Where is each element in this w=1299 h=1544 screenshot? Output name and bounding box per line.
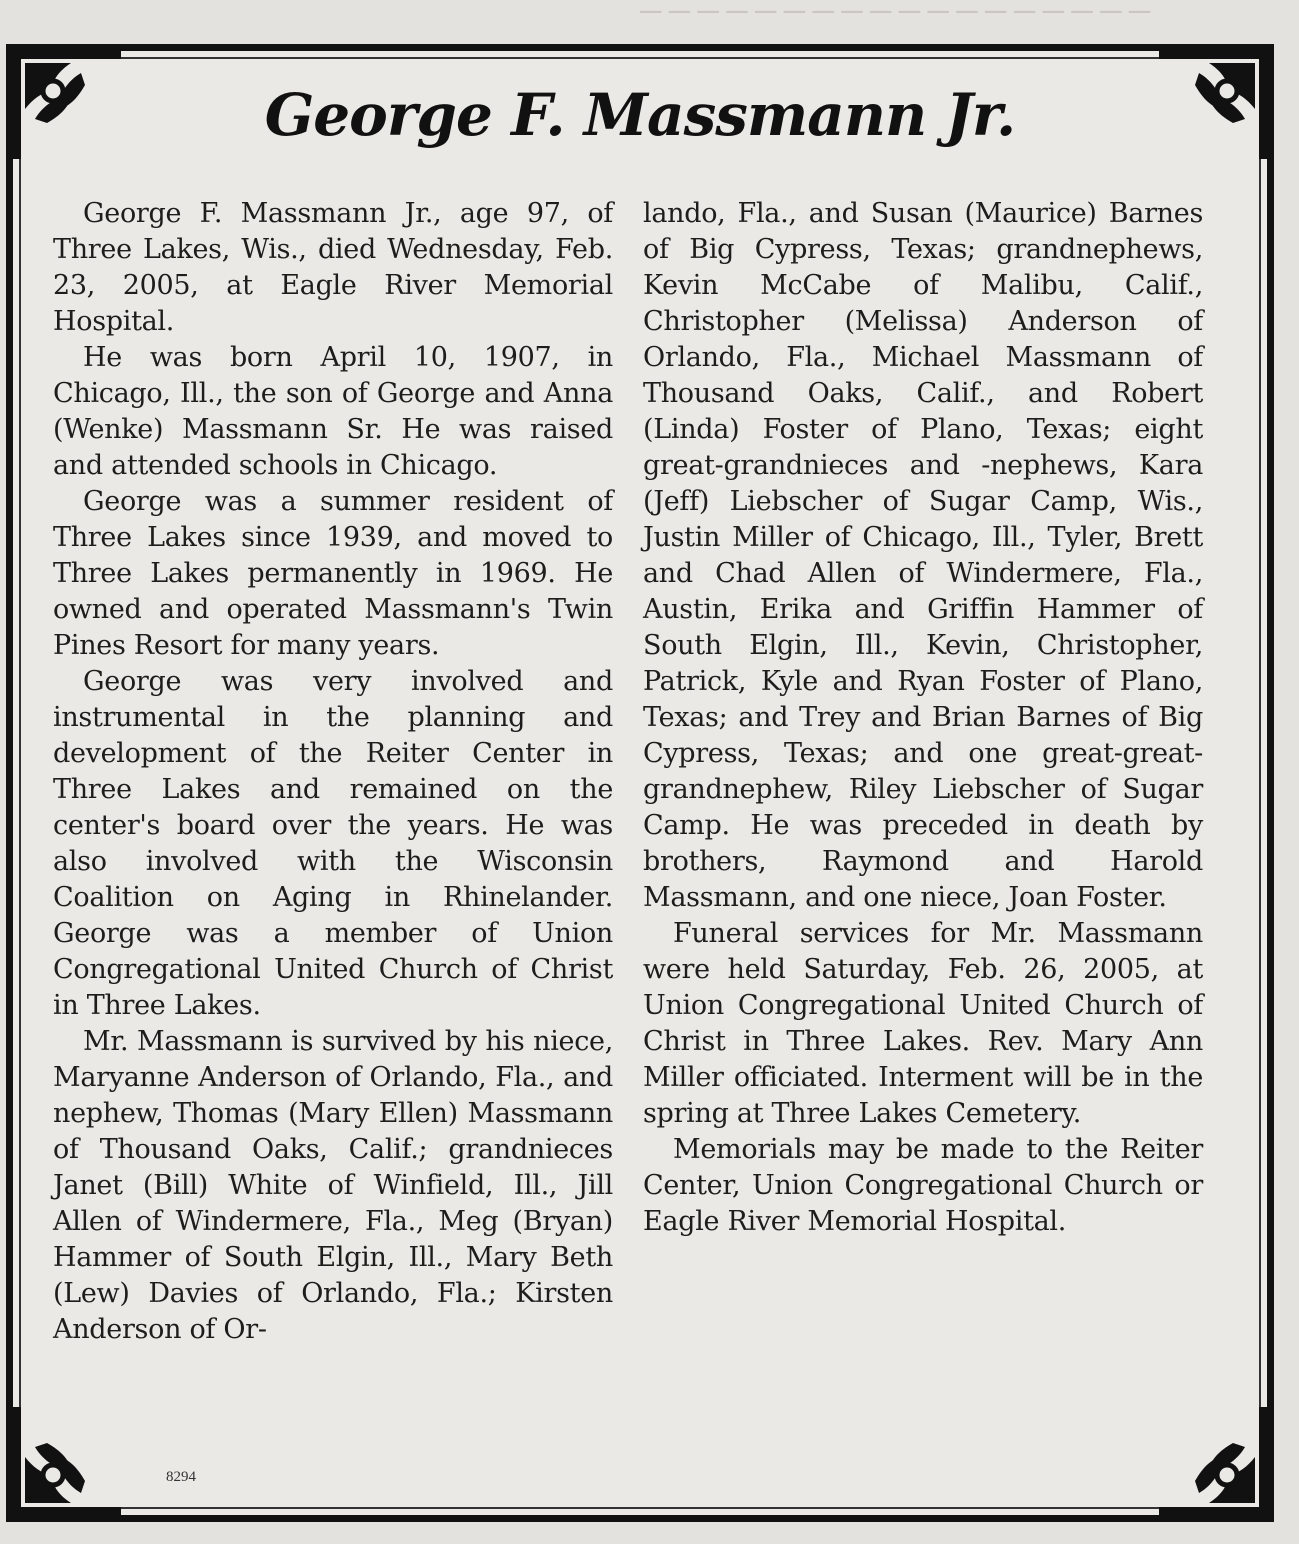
paragraph-survivors: Mr. Massmann is survived by his niece, Maryanne Anderson of Orlando, Fla., and nephew, Thomas (Mary Ellen) Massmann of Thousand Oaks, Calif.; grandnieces Janet (Bill) White of Winfield, Ill., Jill Allen of Windermere, Fla., Meg (Bryan) Hammer of South Elgin, Ill., Mary Beth (Lew) Davies of Orlando, Fla.; Kirsten Anderson of Or- [53,1026,613,1345]
left-column [53,196,613,1348]
bleed-through-text: ─ ─ ─ ─ ─ ─ ─ ─ ─ ─ ─ ─ ─ ─ ─ ─ ─ ─ [640,0,1151,28]
right-column [643,196,1203,1240]
obituary-frame [6,44,1274,1522]
obituary-title: George F. Massmann Jr. [264,81,1016,149]
paragraph-birth: He was born April 10, 1907, in Chicago, Ill., the son of George and Anna (Wenke) Massmann Sr. He was raised and attended schools in Chicago. [53,342,613,481]
paragraph-involvement: George was very involved and instrumental in the planning and development of the Reiter Center in Three Lakes and remained on the center's board over the years. He was also involved with the Wisconsin Coalition on Aging in Rhinelander. George was a member of Union Congregational United Church of Christ in Three Lakes. [53,666,613,1021]
ad-code: 8294 [166,1469,196,1485]
paragraph-death-notice: George F. Massmann Jr., age 97, of Three Lakes, Wis., died Wednesday, Feb. 23, 2005, at Eagle River Memorial Hospital. [53,198,613,337]
paragraph-residence: George was a summer resident of Three Lakes since 1939, and moved to Three Lakes permanently in 1969. He owned and operated Massmann's Twin Pines Resort for many years. [53,486,613,661]
paragraph-memorials: Memorials may be made to the Reiter Center, Union Congregational Church or Eagle River Memorial Hospital. [643,1134,1203,1237]
paragraph-funeral: Funeral services for Mr. Massmann were held Saturday, Feb. 26, 2005, at Union Congregational United Church of Christ in Three Lakes. Rev. Mary Ann Miller officiated. Interment will be in the spring at Three Lakes Cemetery. [643,918,1203,1129]
corner-ornament-icon [1159,1407,1269,1517]
paragraph-survivors-continued: lando, Fla., and Susan (Maurice) Barnes of Big Cypress, Texas; grandnephews, Kevin McCabe of Malibu, Calif., Christopher (Melissa) Anderson of Orlando, Fla., Michael Massmann of Thousand Oaks, Calif., and Robert (Linda) Foster of Plano, Texas; eight great-grandnieces and -nephews, Kara (Jeff) Liebscher of Sugar Camp, Wis., Justin Miller of Chicago, Ill., Tyler, Brett and Chad Allen of Windermere, Fla., Austin, Erika and Griffin Hammer of South Elgin, Ill., Kevin, Christopher, Patrick, Kyle and Ryan Foster of Plano, Texas; and Trey and Brian Barnes of Big Cypress, Texas; and one great-great-grandnephew, Riley Liebscher of Sugar Camp. He was preceded in death by brothers, Raymond and Harold Massmann, and one niece, Joan Foster. [643,198,1203,913]
corner-ornament-icon [11,1407,121,1517]
